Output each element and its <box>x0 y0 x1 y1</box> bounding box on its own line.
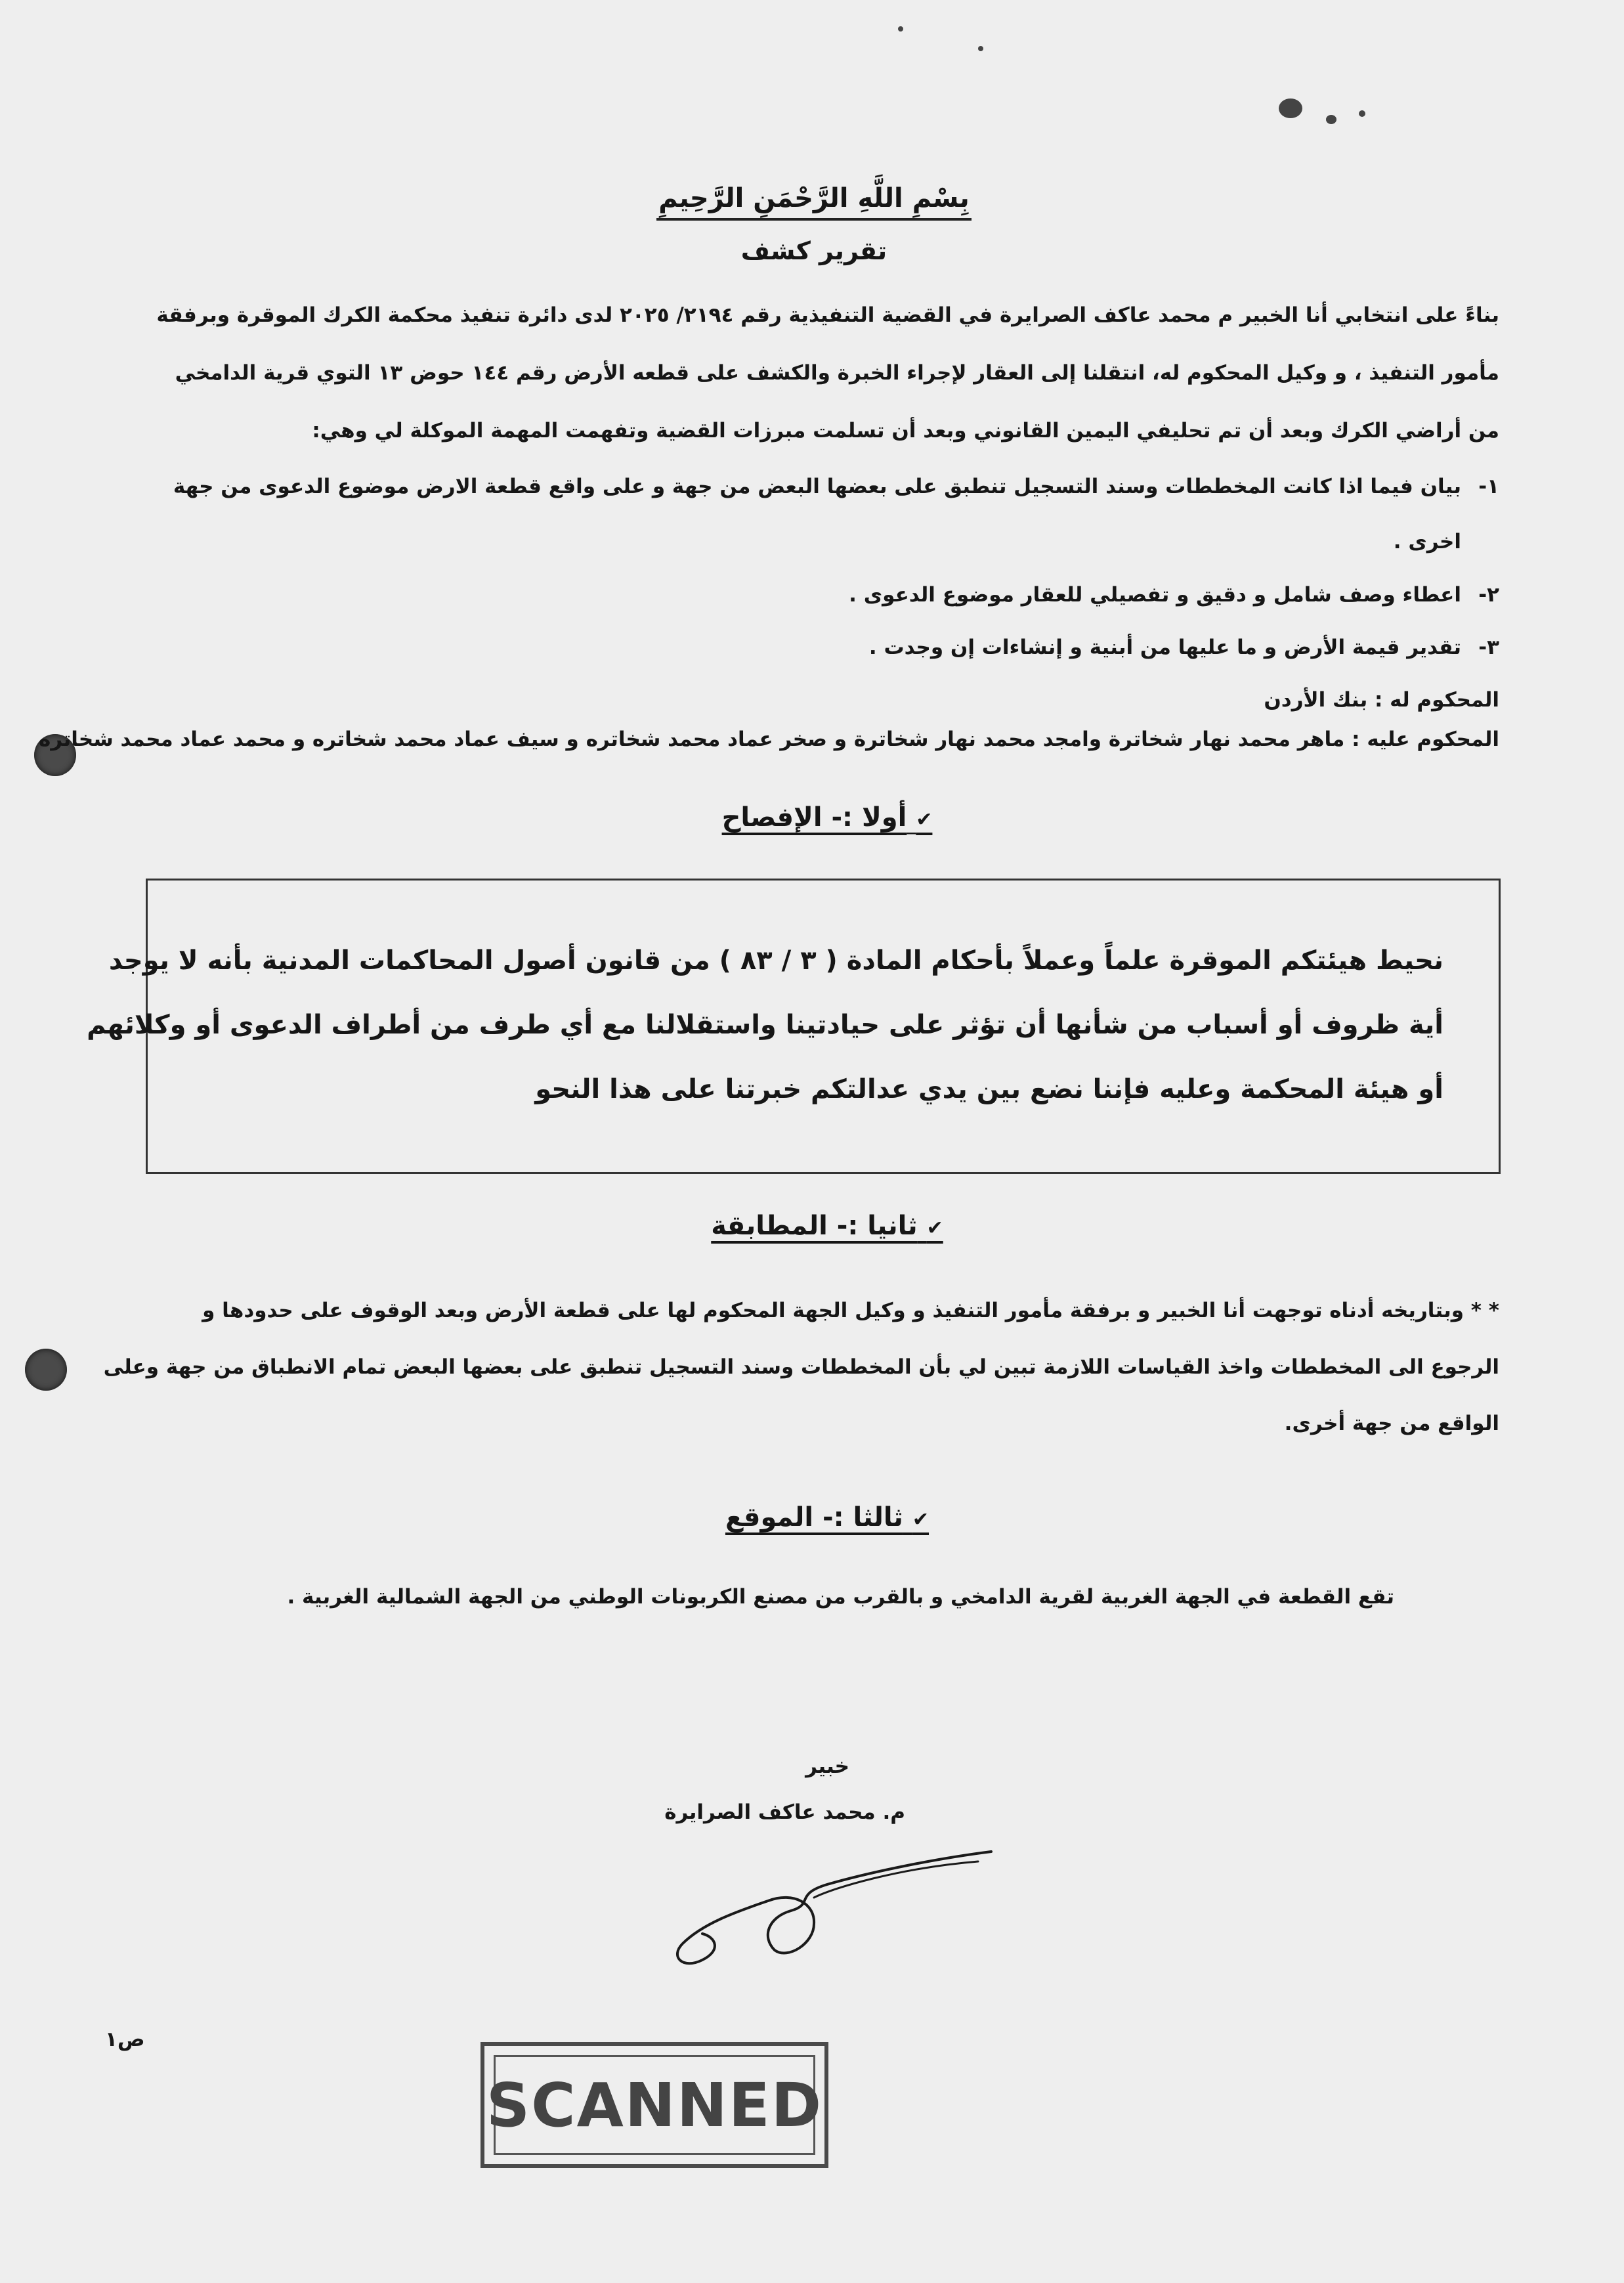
signature-role: خبير <box>805 1754 849 1778</box>
location-text: تقع القطعة في الجهة الغربية لقرية الدامخي و بالقرب من مصنع الكربونات الوطني من الجهة الشمالية الغربية . <box>287 1585 1394 1609</box>
defendant-line: المحكوم عليه : ماهر محمد نهار شخاترة وامجد محمد نهار شخاترة و صخر عماد محمد شخاتره و سيف عماد محمد شخاتره و محمد عماد محمد شخاتره <box>39 728 1499 751</box>
conformity-line: الواقع من جهة أخرى. <box>1284 1412 1499 1435</box>
check-icon: ✔ <box>916 808 933 831</box>
section-heading-disclosure <box>706 802 949 833</box>
punch-hole-bottom <box>25 1349 67 1391</box>
section-heading-text: ثالثا :- الموقع <box>725 1502 903 1533</box>
task-item: بيان فيما اذا كانت المخططات وسند التسجيل تنطبق على بعضها البعض من جهة و على واقع قطعة الارض موضوع الدعوى من جهة <box>173 475 1461 498</box>
task-item: تقدير قيمة الأرض و ما عليها من أبنية و إنشاءات إن وجدت . <box>868 636 1461 659</box>
section-heading-conformity <box>706 1211 949 1241</box>
task-number: ١- <box>1478 475 1499 498</box>
scan-speck <box>1326 115 1336 124</box>
check-icon: ✔ <box>926 1217 943 1240</box>
handwritten-signature <box>663 1838 1004 1976</box>
scanned-stamp-inner <box>486 2055 823 2155</box>
disclosure-line: أو هيئة المحكمة وعليه فإننا نضع بين يدي عدالتكم خبرتنا على هذا النحو <box>535 1074 1443 1104</box>
signature-name: م. محمد عاكف الصرايرة <box>664 1800 905 1824</box>
task-item: اعطاء وصف شامل و دقيق و تفصيلي للعقار موضوع الدعوى . <box>849 583 1461 607</box>
disclosure-line: أية ظروف أو أسباب من شأنها أن تؤثر على حيادتينا واستقلالنا مع أي طرف من أطراف الدعوى أو وكلائهم <box>87 1010 1443 1040</box>
intro-line: بناءً على انتخابي أنا الخبير م محمد عاكف الصرايرة في القضية التنفيذية رقم ٢١٩٤/ ٢٠٢٥ لدى دائرة تنفيذ محكمة الكرك الموقرة وبرفقة <box>156 303 1499 327</box>
scan-speck <box>1359 110 1365 117</box>
scan-speck <box>898 26 903 32</box>
task-number: ٣- <box>1478 636 1499 659</box>
basmala: بِسْمِ اللَّهِ الرَّحْمَنِ الرَّحِيمِ <box>656 179 972 221</box>
section-heading-text: أولا :- الإفصاح <box>721 802 907 833</box>
section-heading-text: ثانيا :- المطابقة <box>711 1211 918 1241</box>
report-title: تقرير كشف <box>740 236 887 265</box>
check-icon: ✔ <box>912 1508 930 1531</box>
task-item-continuation: اخرى . <box>1393 530 1461 554</box>
scan-speck <box>1279 98 1302 118</box>
intro-line: من أراضي الكرك وبعد أن تم تحليفي اليمين القانوني وبعد أن تسلمت مبرزات القضية وتفهمت المهمة الموكلة لي وهي: <box>312 419 1499 443</box>
intro-line: مأمور التنفيذ ، و وكيل المحكوم له، انتقلنا إلى العقار لإجراء الخبرة والكشف على قطعه الأرض رقم ١٤٤ حوض ١٣ التوي قرية الدامخي <box>175 361 1499 385</box>
scan-speck <box>978 46 983 51</box>
conformity-line: الرجوع الى المخططات واخذ القياسات اللازمة تبين لي بأن المخططات وسند التسجيل تنطبق على بعضها البعض تمام الانطباق من جهة وعلى <box>103 1355 1499 1379</box>
conformity-line: * * وبتاريخه أدناه توجهت أنا الخبير و برفقة مأمور التنفيذ و وكيل الجهة المحكوم لها على قطعة الأرض وبعد الوقوف على حدودها و <box>202 1299 1499 1322</box>
disclosure-line: نحيط هيئتكم الموقرة علماً وعملاً بأحكام المادة ( ٣ / ٨٣ ) من قانون أصول المحاكمات المدنية بأنه لا يوجد <box>108 946 1443 976</box>
section-heading-location <box>706 1502 949 1533</box>
page-number: ص١ <box>105 2028 145 2051</box>
plaintiff-line: المحكوم له : بنك الأردن <box>1264 688 1499 712</box>
scanned-stamp <box>481 2042 828 2168</box>
stamp-label: SCANNED <box>486 2070 823 2141</box>
task-number: ٢- <box>1478 583 1499 607</box>
